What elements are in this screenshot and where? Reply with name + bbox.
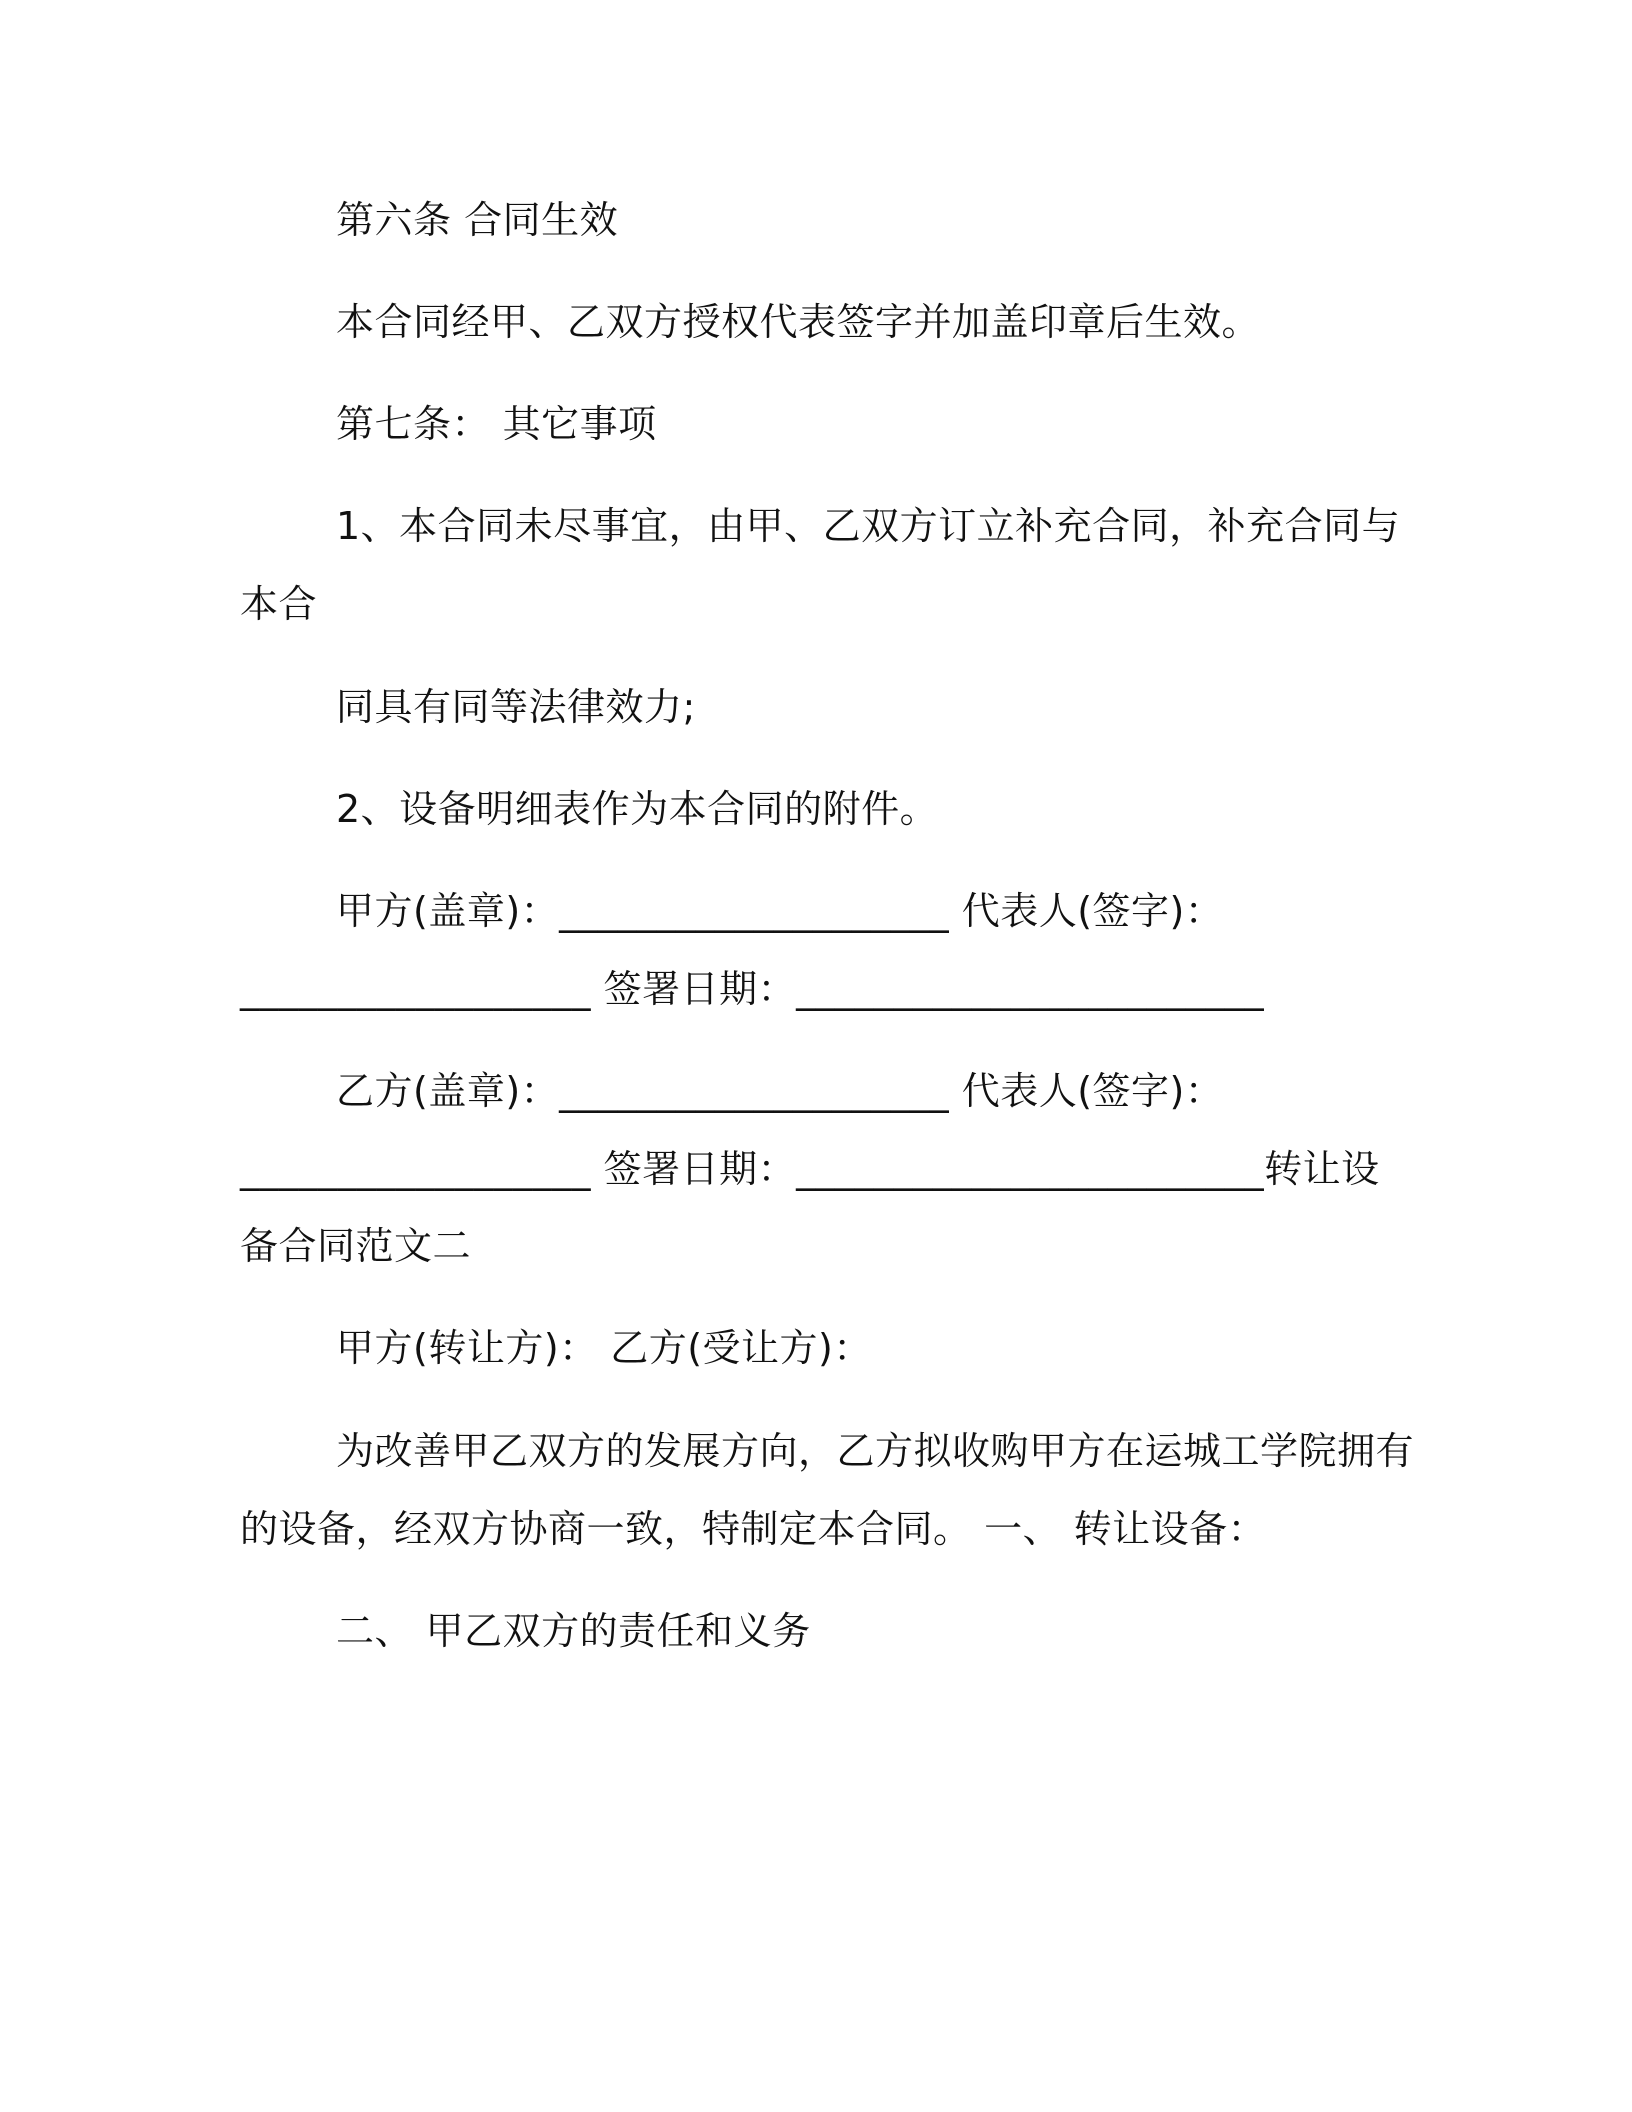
sample-two-title: 备合同范文二 <box>240 1224 472 1268</box>
clause-1-line-1: 1、本合同未尽事宜，由甲、乙双方订立补充合同，补充合同与 <box>336 504 1401 548</box>
section-two-heading: 二、 甲乙双方的责任和义务 <box>336 1609 811 1653</box>
article-6-heading: 第六条 合同生效 <box>336 198 619 242</box>
party-b-signature-line: 乙方(盖章)：____________________ 代表人(签字)： <box>336 1069 1224 1113</box>
article-7-heading: 第七条： 其它事项 <box>336 402 657 446</box>
clause-2-text: 2、设备明细表作为本合同的附件。 <box>336 787 939 831</box>
party-a-signature-line: 甲方(盖章)：____________________ 代表人(签字)： <box>336 889 1224 933</box>
clause-1-line-2: 本合 <box>240 582 318 626</box>
preamble-line-2: 的设备，经双方协商一致，特制定本合同。 一、 转让设备： <box>240 1507 1267 1551</box>
preamble-line-1: 为改善甲乙双方的发展方向，乙方拟收购甲方在运城工学院拥有 <box>336 1429 1415 1473</box>
clause-1-line-3: 同具有同等法律效力; <box>336 685 696 729</box>
party-a-date-line: __________________ 签署日期：________________________ <box>240 967 1265 1011</box>
parties-line: 甲方(转让方)： 乙方(受让方)： <box>336 1326 872 1370</box>
party-b-date-line: __________________ 签署日期：________________________转让设 <box>240 1147 1380 1191</box>
article-6-text: 本合同经甲、乙双方授权代表签字并加盖印章后生效。 <box>336 300 1261 344</box>
